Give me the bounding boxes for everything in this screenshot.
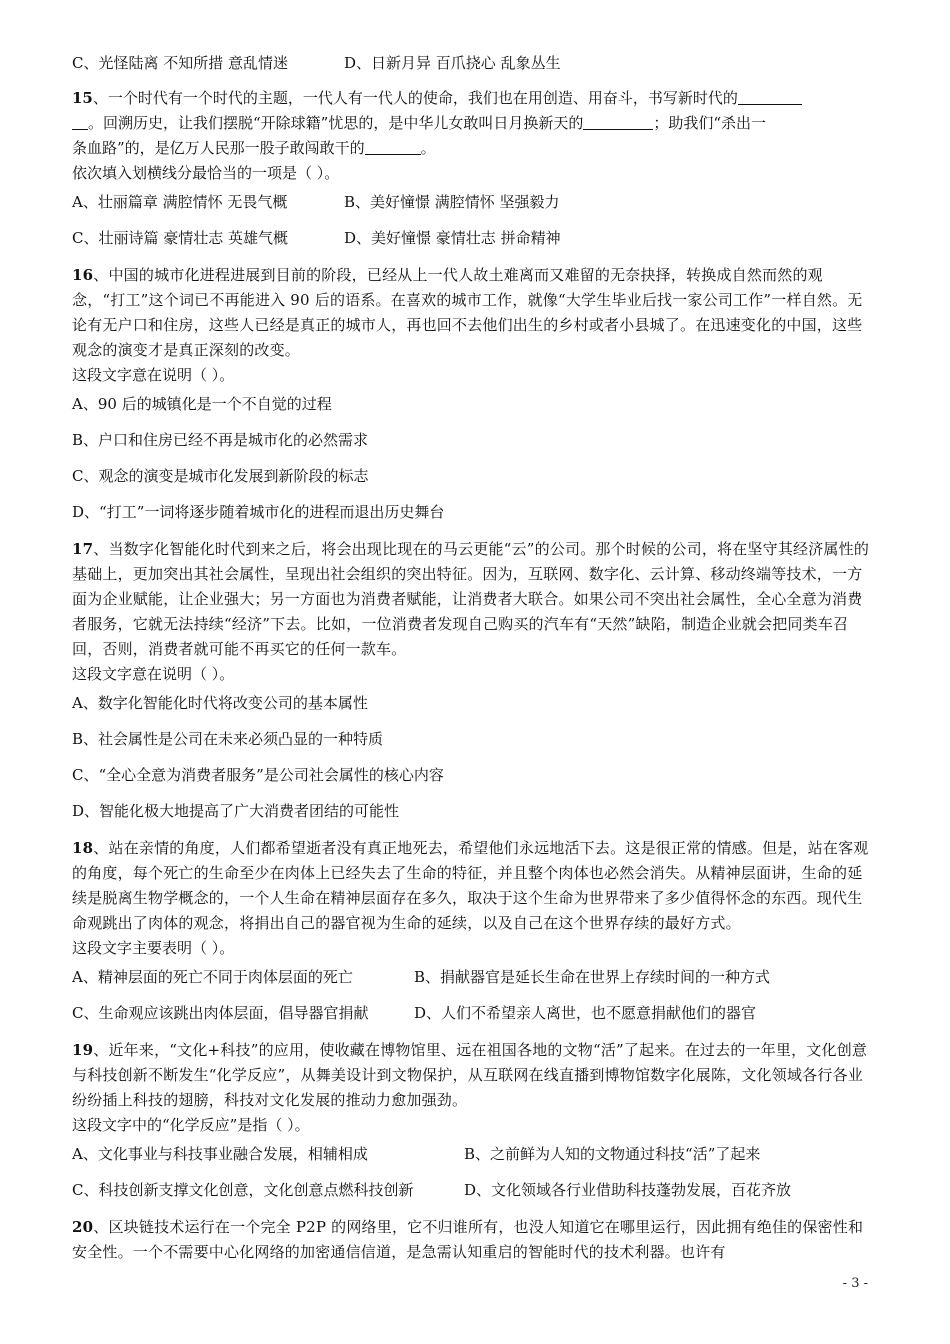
q15-text-5: 。 [420,139,436,157]
question-number: 20 [72,1218,94,1236]
question-text: 、当数字化智能化时代到来之后，将会出现比现在的马云更能“云”的公司。那个时候的公司，将在坚守其经济属性的基础上，更加突出其社会属性，呈现出社会组织的突出特征。因为，互联网、数字化、云计算、移动终端等技术，一方面为企业赋能，让企业强大；另一方面也为消费者赋能，让消费者大联合。如果公司不突出社会属性，全心全意为消费者服务，它就无法持续“经济”下去。比如，一位消费者发现自己购买的汽车有“天然”缺陷，制造企业就会把同类车召回，否则，消费者就可能不再买它的任何一款车。 [72,540,870,658]
question-prompt: 这段文字主要表明（ ）。 [72,939,235,957]
option-b: B、之前鲜为人知的文物通过科技“活”了起来 [464,1145,761,1163]
option-a: A、文化事业与科技事业融合发展，相辅相成 [72,1145,368,1163]
option-c: C、观念的演变是城市化发展到新阶段的标志 [72,467,369,485]
question-19 [72,1038,872,1203]
option-b: B、美好憧憬 满腔情怀 坚强毅力 [344,193,560,211]
fill-blank-2 [583,112,653,130]
question-text: 、区块链技术运行在一个完全 P2P 的网络里，它不归谁所有，也没人知道它在哪里运行，因此拥有绝佳的保密性和安全性。一个不需要中心化网络的加密通信信道，是急需认知重启的智能时代的技术利器。也许有 [72,1218,864,1261]
option-c: C、生命观应该跳出肉体层面，倡导器官捐献 [72,1004,369,1022]
question-number: 15 [72,89,93,107]
option-a: A、90 后的城镇化是一个不自觉的过程 [72,395,332,413]
option-row-cd [72,226,872,251]
option-a: A、壮丽篇章 满腔情怀 无畏气概 [72,193,288,211]
q15-text-3: ；助我们“杀出一 [653,114,767,132]
question-15 [72,86,872,251]
option-b: B、户口和住房已经不再是城市化的必然需求 [72,431,369,449]
option-c: C、“全心全意为消费者服务”是公司社会属性的核心内容 [72,766,444,784]
option-c: C、科技创新支撑文化创意，文化创意点燃科技创新 [72,1181,414,1199]
option-row-cd [72,1001,872,1026]
option-b: B、捐献器官是延长生命在世界上存续时间的一种方式 [414,968,771,986]
question-stem [72,836,872,936]
question-text: 、近年来，“文化+科技”的应用，使收藏在博物馆里、远在祖国各地的文物“活”了起来。在过去的一年里，文化创意与科技创新不断发生“化学反应”，从舞美设计到文物保护，从互联网在线直播到博物馆数字化展陈，文化领域各行各业纷纷插上科技的翅膀，科技对文化发展的推动力愈加强劲。 [72,1041,868,1109]
option-d: D、美好憧憬 豪情壮志 拼命精神 [344,229,561,247]
question-18 [72,836,872,1026]
question-text: 、站在亲情的角度，人们都希望逝者没有真正地死去，希望他们永远地活下去。这是很正常的情感。但是，站在客观的角度，每个死亡的生命至少在肉体上已经失去了生命的特征，并且整个肉体也必然会消失。从精神层面讲，生命的延续是脱离生物学概念的，一个人生命在精神层面存在多久，取决于这个生命为世界带来了多少值得怀念的东西。现代生命观跳出了肉体的观念，将捐出自己的器官视为生命的延续，以及自己在这个世界存续的最好方式。 [72,839,869,932]
fill-blank-1-cont [72,112,88,130]
option-d: D、人们不希望亲人离世，也不愿意捐献他们的器官 [414,1004,757,1022]
question-stem [72,263,872,363]
option-b: B、社会属性是公司在未来必须凸显的一种特质 [72,730,384,748]
option-row-ab [72,190,872,215]
q15-text-1: 、一个时代有一个时代的主题，一代人有一代人的使命，我们也在用创造、用奋斗，书写新时代的 [92,89,738,107]
document-page [72,52,872,1265]
option-c: C、壮丽诗篇 豪情壮志 英雄气概 [72,229,289,247]
option-a: A、精神层面的死亡不同于肉体层面的死亡 [72,968,353,986]
question-number: 19 [72,1041,94,1059]
question-prompt: 这段文字意在说明（ ）。 [72,665,235,683]
option-d: D、“打工”一词将逐步随着城市化的进程而退出历史舞台 [72,503,445,521]
q15-line-3 [72,136,872,161]
question-16 [72,263,872,525]
question-number: 18 [72,839,94,857]
page-number: - 3 - [842,1276,868,1291]
question-17 [72,537,872,824]
option-d: D、文化领域各行业借助科技蓬勃发展，百花齐放 [464,1181,792,1199]
option-row-ab [72,965,872,990]
question-prompt: 这段文字意在说明（ ）。 [72,366,235,384]
question-20 [72,1215,872,1265]
q15-line-1 [72,86,872,111]
q15-text-2: 。回溯历史，让我们摆脱“开除球籍”忧思的，是中华儿女敢叫日月换新天的 [88,114,584,132]
question-prompt: 依次填入划横线分最恰当的一项是（ ）。 [72,164,340,182]
question-prompt: 这段文字中的“化学反应”是指（ ）。 [72,1116,310,1134]
option-c: C、光怪陆离 不知所措 意乱情迷 [72,54,289,72]
q15-line-2 [72,111,872,136]
fill-blank-1 [738,87,802,105]
option-a: A、数字化智能化时代将改变公司的基本属性 [72,694,368,712]
question-number: 16 [72,266,94,284]
option-row-ab [72,1142,872,1167]
question-stem [72,537,872,662]
question-stem [72,1038,872,1113]
option-row-cd [72,1178,872,1203]
option-d: D、智能化极大地提高了广大消费者团结的可能性 [72,802,400,820]
option-d: D、日新月异 百爪挠心 乱象丛生 [344,54,561,72]
q15-text-4: 条血路”的，是亿万人民那一股子敢闯敢干的 [72,139,365,157]
fill-blank-3 [365,137,421,155]
question-text: 、中国的城市化进程进展到目前的阶段，已经从上一代人故土难离而又难留的无奈抉择，转换成自然而然的观念，“打工”这个词已不再能进入 90 后的语系。在喜欢的城市工作，就像“大学生毕业后找一家公司工作”一样自然。无论有无户口和住房，这些人已经是真正的城市人，再也回不去他们出生的乡村或者小县城了。在迅速变化的中国，这些观念的演变才是真正深刻的改变。 [72,266,863,359]
option-row-cd [72,52,872,74]
question-stem [72,1215,872,1265]
question-number: 17 [72,540,94,558]
